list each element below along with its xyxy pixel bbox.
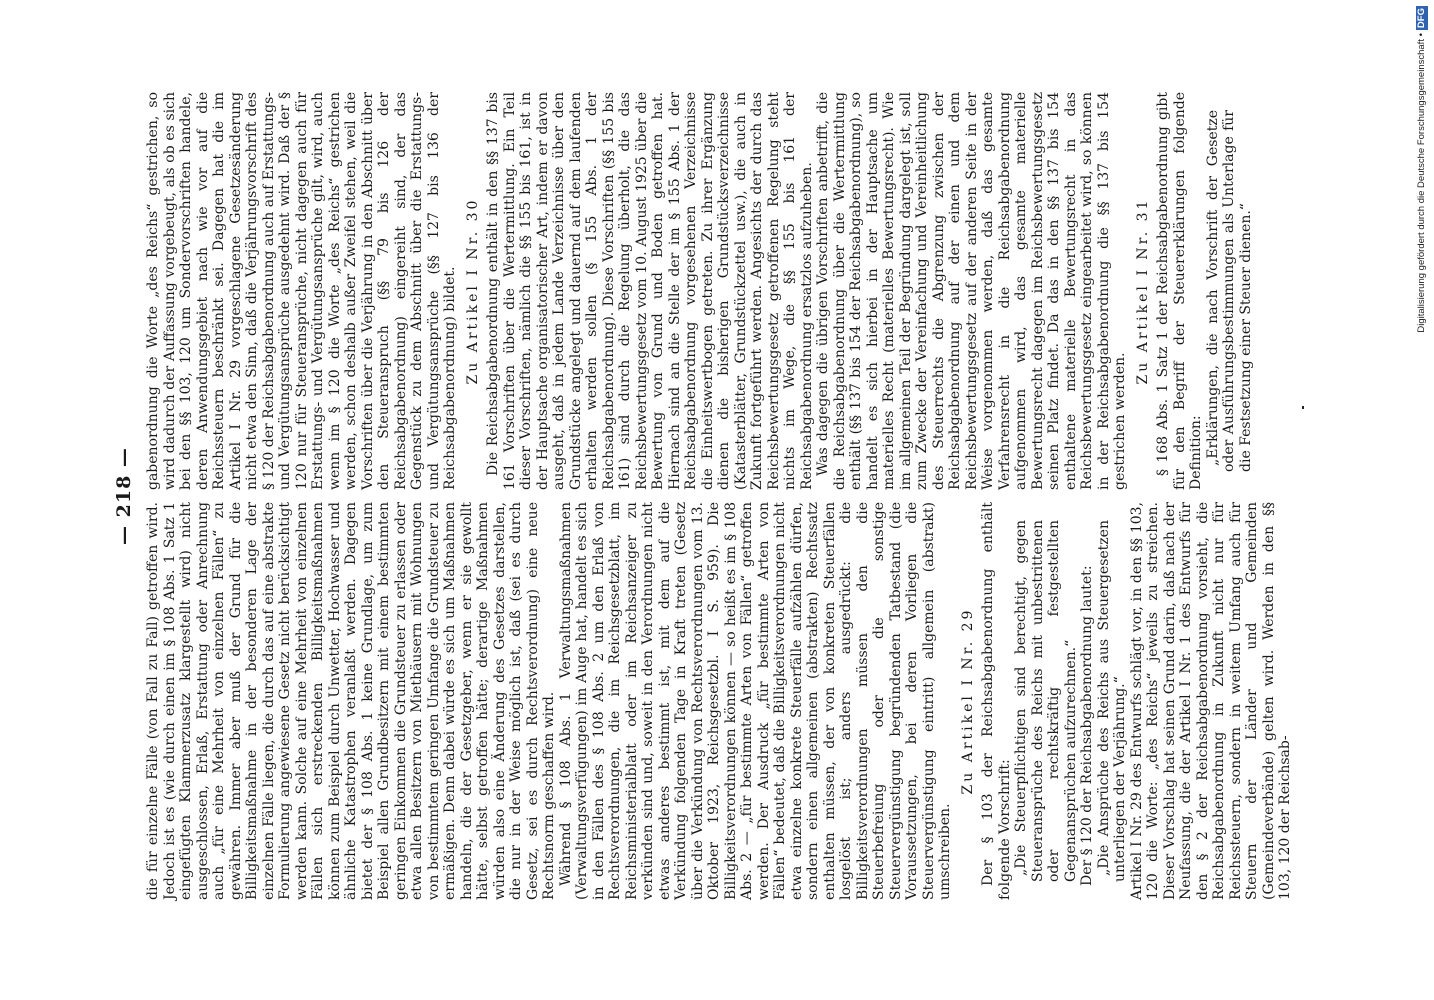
paragraph: Während § 108 Abs. 1 Verwaltungsmaßnahmen (Verwaltungsverfügungen) im Auge hat, handelt es sich in den Fällen des § 108 Abs. 2 um den Erlaß von Rechtsverordnungen, die im Reichsgesetzblatt, im Reichsministerialblatt oder im Reichsanzeiger zu verkünden sind und, soweit in den Verordnungen nicht etwas anderes bestimmt ist, mit dem auf die Verkündung folgenden Tage in Kraft treten (Gesetz über die Verkündung von Rechtsverordnungen vom 13. Oktober 1923, Reichsgesetzbl. I S. 959). Die Billigkeitsverordnungen können — so heißt es im § 108 Abs. 2 — „für bestimmte Arten von Fällen“ getroffen werden. Der Ausdruck „für bestimmte Arten von Fällen“ bedeutet, daß die Billigkeitsverordnungen nicht etwa einzelne konkrete Steuerfälle aufzählen dürfen, sondern einen allgemeinen (abstrakten) Rechtssatz enthalten müssen, der von konkreten Steuerfällen losgelöst ist; anders ausgedrückt: die Billigkeitsverordnungen müssen den die Steuerbefreiung oder die sonstige Steuervergünstigung begründenden Tatbestand (die Voraussetzungen, bei deren Vorliegen die Steuervergünstigung eintritt) allgemein (abstrakt) umschreiben. <box>557 502 953 900</box>
rotated-document-page <box>113 92 1293 900</box>
paragraph: die für einzelne Fälle (von Fall zu Fall) getroffen wird. Jedoch ist es (wie durch einen im § 108 Abs. 1 Satz 1 eingefügten Klammerzusatz klargestellt wird) nicht ausgeschlossen, Erlaß, Erstattung oder Anrechnung auch „für eine Mehrheit von einzelnen Fällen“ zu gewähren. Immer aber muß der Grund für die Billigkeitsmaßnahme in der besonderen Lage der einzelnen Fälle liegen, die durch das auf eine abstrakte Formulierung angewiesene Gesetz nicht berücksichtigt werden kann. Solche auf eine Mehrheit von einzelnen Fällen sich erstreckenden Billigkeitsmaßnahmen können zum Beispiel durch Unwetter, Hochwasser und ähnliche Katastrophen veranlaßt werden. Dagegen bietet der § 108 Abs. 1 keine Grundlage, um zum Beispiel allen Grundbesitzern mit einem bestimmten geringen Einkommen die Grundsteuer zu erlassen oder etwa allen Besitzern von Miethäusern mit Wohnungen von bestimmtem geringen Umfange die Grundsteuer zu ermäßigen. Denn dabei würde es sich um Maßnahmen handeln, die der Gesetzgeber, wenn er sie gewollt hätte, selbst getroffen hätte; derartige Maßnahmen würden also eine Änderung des Gesetzes darstellen, die nur in der Weise möglich ist, daß (sei es durch Gesetz, sei es durch Rechtsverordnung) eine neue Rechtsnorm geschaffen wird. <box>145 502 557 900</box>
right-column <box>145 92 1254 490</box>
paragraph: Was dagegen die übrigen Vorschriften anbetrifft, die die Reichsabgabenordnung über die Wertermittlung enthält (§§ 137 bis 154 der Reichsabgabenordnung), so handelt es sich hierbei in der Hauptsache um materielles Recht (materielles Bewertungsrecht). Wie im allgemeinen Teil der Begründung dargelegt ist, soll zum Zwecke der Vereinfachung und Vereinheitlichung des Steuerrechts die Abgrenzung zwischen der Reichsabgabenordnung auf der einen und dem Reichsbewertungsgesetz auf der anderen Seite in der Weise vorgenommen werden, daß das gesamte Verfahrensrecht in die Reichsabgabenordnung aufgenommen wird, das gesamte materielle Bewertungsrecht dagegen im Reichsbewertungsgesetz seinen Platz findet. Da das in den §§ 137 bis 154 enthaltene materielle Bewertungsrecht in das Reichsbewertungsgesetz eingearbeitet wird, so können in der Reichsabgabenordnung die §§ 137 bis 154 gestrichen werden. <box>815 92 1128 490</box>
quoted-provision: „Die Steuerpflichtigen sind berechtigt, gegen Steueransprüche des Reichs mit unbestrittenen oder rechtskräftig festgestellten Gegenansprüchen aufzurechnen.“ <box>1013 520 1079 882</box>
paragraph: Die Reichsabgabenordnung enthält in den §§ 137 bis 161 Vorschriften über die Wertermittlung. Ein Teil dieser Vorschriften, nämlich die §§ 155 bis 161, ist in der Hauptsache organisatorischer Art, indem er davon ausgeht, daß in jedem Lande Verzeichnisse über den Grundstücke angelegt und dauernd auf dem laufenden erhalten werden sollen (§ 155 Abs. 1 der Reichsabgabenordnung). Diese Vorschriften (§§ 155 bis 161) sind durch die Regelung überholt, die das Reichsbewertungsgesetz vom 10. August 1925 über die Bewertung von Grund und Boden getroffen hat. Hiernach sind an die Stelle der im § 155 Abs. 1 der Reichsabgabenordnung vorgesehenen Verzeichnisse die Einheitswertbogen getreten. Zu ihrer Ergänzung dienen die bisherigen Grundstücksverzeichnisse (Katasterblätter, Grundstückzettel usw.), die auch in Zukunft fortgeführt werden. Angesichts der durch das Reichsbewertungsgesetz getroffenen Regelung steht nichts im Wege, die §§ 155 bis 161 der Reichsabgabenordnung ersatzlos aufzuheben. <box>485 92 815 490</box>
paragraph: § 168 Abs. 1 Satz 1 der Reichsabgabenordnung gibt für den Begriff der Steuererklärungen folgende Definition: <box>1155 92 1204 490</box>
paragraph: Der § 120 der Reichsabgabenordnung lautet: <box>1079 565 1095 886</box>
quoted-provision: „Die Ansprüche des Reichs aus Steuergesetzen unterliegen der Verjährung.“ <box>1095 520 1128 882</box>
paragraph: Der § 103 der Reichsabgabenordnung enthält folgende Vorschrift: <box>980 502 1013 900</box>
section-heading: Zu Artikel I Nr. 29 <box>959 607 976 795</box>
left-column <box>145 502 1294 900</box>
quoted-provision: „Erklärungen, die nach Vorschrift der Gesetze oder Ausführungsbestimmungen als Unterlage für die Festsetzung einer Steuer dienen.“ <box>1204 110 1254 472</box>
scan-speck <box>1302 406 1304 409</box>
section-heading: Zu Artikel I Nr. 30 <box>464 197 481 385</box>
paragraph: Artikel I Nr. 29 des Entwurfs schlägt vor, in den §§ 103, 120 die Worte: „des Reichs“ jeweils zu streichen. Dieser Vorschlag hat seinen Grund darin, daß nach der Neufassung, die der Artikel I Nr. 1 des Entwurfs für den § 2 der Reichsabgabenordnung vorsieht, die Reichsabgabenordnung in Zukunft nicht nur für Reichssteuern, sondern in weitem Umfang auch für Steuern der Länder und Gemeinden (Gemeindeverbände) gelten wird. Werden in den §§ 103, 120 der Reichsab- <box>1128 502 1293 900</box>
page-number: — 218 — <box>113 447 135 545</box>
paragraph: gabenordnung die Worte „des Reichs“ gestrichen, so wird dadurch der Auffassung vorgebeugt, als ob es sich bei den §§ 103, 120 um Sondervorschriften handele, deren Anwendungsgebiet nach wie vor auf die Reichssteuern beschränkt sei. Dagegen hat die im Artikel I Nr. 29 vorgeschlagene Gesetzesänderung nicht etwa den Sinn, daß die Verjährungsvorschrift des § 120 der Reichsabgabenordnung auch auf Erstattungs- und Vergütungsansprüche ausgedehnt wird. Daß der § 120 nur für Steueransprüche, nicht dagegen auch für Erstattungs- und Vergütungsansprüche gilt, wird, auch wenn im § 120 die Worte „des Reichs“ gestrichen werden, schon deshalb außer Zweifel stehen, weil die Vorschriften über die Verjährung in den Abschnitt über den Steueranspruch (§§ 79 bis 126 der Reichsabgabenordnung) eingereiht sind, der das Gegenstück zu dem Abschnitt über die Erstattungs- und Vergütungsansprüche (§§ 127 bis 136 der Reichsabgabenordnung) bildet. <box>145 92 458 490</box>
credit-text: Digitalisierung gefördert durch die Deutsche Forschungsgemeinschaft • <box>1416 33 1427 333</box>
section-heading: Zu Artikel I Nr. 31 <box>1134 197 1151 385</box>
dfg-logo: DFG <box>1416 8 1427 29</box>
digitization-credit <box>1412 6 1432 394</box>
